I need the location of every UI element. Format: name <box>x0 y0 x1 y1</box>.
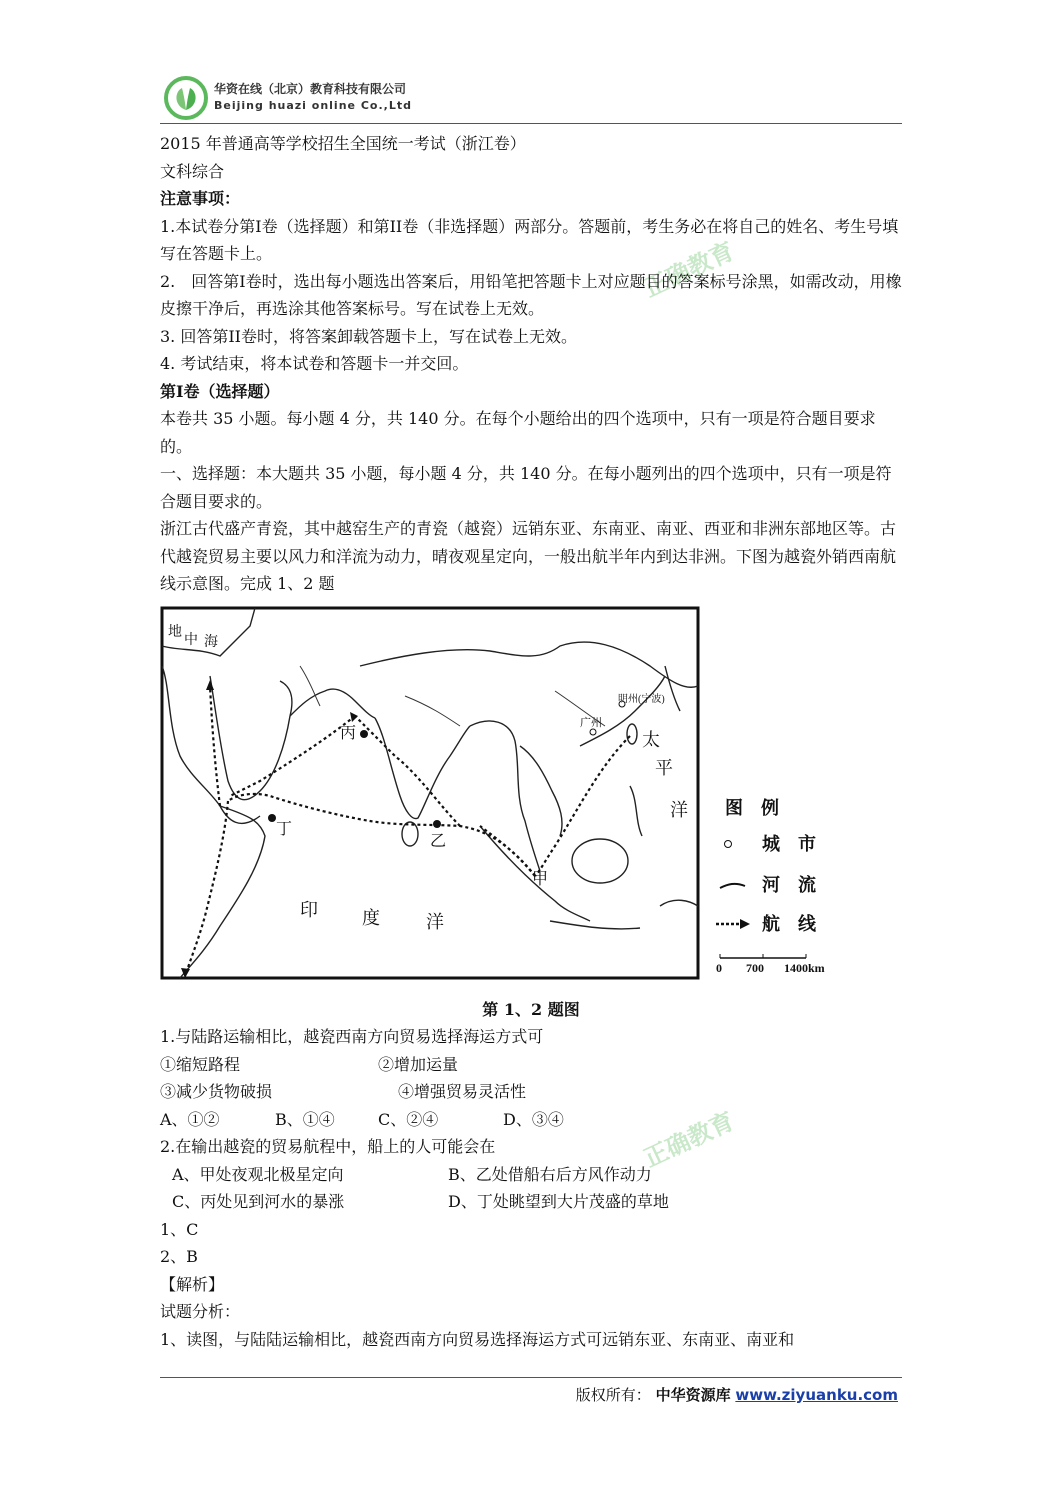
q1-item: ①缩短路程 <box>160 1054 241 1074</box>
analysis-text: 1、读图，与陆陆运输相比，越瓷西南方向贸易选择海运方式可远销东亚、东南亚、南亚和 <box>160 1329 795 1349</box>
scale-1400: 1400km <box>784 960 825 975</box>
map-label-indian-ocean: 洋 <box>426 911 444 932</box>
passage: 浙江古代盛产青瓷，其中越窑生产的青瓷（越瓷）远销东亚、东南亚、南亚、西亚和非洲东部地区等。古代越瓷贸易主要以风力和洋流为动力，晴夜观星定向，一般出航半年内到达非洲。下图为越瓷外销西南航线示意图。完成 1、2 题 <box>160 519 897 593</box>
q2-choice: A、甲处夜观北极星定向 <box>172 1164 344 1184</box>
q1-choice: C、②④ <box>378 1109 439 1129</box>
map-caption: 第 1、2 题图 <box>482 999 580 1019</box>
q1-choice: A、①② <box>160 1109 220 1129</box>
map-label-mediterranean: 中 <box>184 632 198 648</box>
q1-choice: D、③④ <box>503 1109 564 1129</box>
company-logo-icon <box>164 76 208 120</box>
map-label-pacific: 太 <box>642 729 660 750</box>
analysis-label: 试题分析： <box>160 1302 241 1321</box>
q1-stem: 1.与陆路运输相比，越瓷西南方向贸易选择海运方式可 <box>160 1027 544 1046</box>
notice-item: 2. 回答第Ⅰ卷时，选出每小题选出答案后，用铅笔把答题卡上对应题目的答案标号涂黑，如需改动，用橡皮擦干净后，再选涂其他答案标号。写在试卷上无效。 <box>160 271 902 318</box>
page-header <box>160 72 902 122</box>
exam-title: 2015 年普通高等学校招生全国统一考试（浙江卷） <box>160 134 526 153</box>
document-body <box>160 130 902 1353</box>
company-name-cn: 华资在线（北京）教育科技有限公司 <box>214 82 407 96</box>
q1-item: ④增强贸易灵活性 <box>398 1082 527 1101</box>
q2-choice: B、乙处借船右后方风作动力 <box>448 1164 652 1184</box>
map-label-indian-ocean: 度 <box>362 907 380 928</box>
q1-choice: B、①④ <box>275 1109 335 1129</box>
part1-heading: 第Ⅰ卷（选择题） <box>160 381 280 401</box>
part1-intro: 本卷共 35 小题。每小题 4 分，共 140 分。在每个小题给出的四个选项中，只有一项是符合题目要求的。 <box>160 409 876 456</box>
map-label-bing: 丙 <box>340 724 357 742</box>
q1-item: ②增加运量 <box>378 1054 459 1074</box>
legend-route: 航 线 <box>762 913 816 934</box>
map-label-ding: 丁 <box>276 820 293 838</box>
copyright-label: 版权所有： <box>575 1386 651 1404</box>
map-label-mediterranean: 海 <box>204 634 218 650</box>
q1-item: ③减少货物破损 <box>160 1082 273 1101</box>
map-label-mediterranean: 地 <box>168 624 182 640</box>
watermark: 正确教育 <box>639 1106 739 1173</box>
exam-subject: 文科综合 <box>160 161 225 181</box>
scale-700: 700 <box>746 960 764 975</box>
q2-choice: C、丙处见到河水的暴涨 <box>172 1192 345 1211</box>
q1-items-row <box>160 1078 902 1106</box>
map-label-indian-ocean: 印 <box>300 899 318 920</box>
q2-choices-row <box>160 1188 902 1216</box>
q2-choices-row <box>160 1161 902 1189</box>
q1-choices <box>160 1106 902 1134</box>
notice-item: 1.本试卷分第Ⅰ卷（选择题）和第II卷（非选择题）两部分。答题前，考生务必在将自己的姓名、考生号填写在答题卡上。 <box>160 216 899 263</box>
page-footer <box>576 1384 898 1405</box>
notice-item: 4. 考试结束，将本试卷和答题卡一并交回。 <box>160 354 469 373</box>
scale-0: 0 <box>716 960 722 975</box>
map-label-pacific: 洋 <box>670 799 688 820</box>
legend-river: 河 流 <box>762 874 816 895</box>
answer: 1、C <box>160 1219 199 1239</box>
section1-intro: 一、选择题：本大题共 35 小题，每小题 4 分，共 140 分。在每小题列出的四个选项中，只有一项是符合题目要求的。 <box>160 464 892 511</box>
map-label-mingzhou: 明州(宁波) <box>618 693 665 705</box>
map-label-jia: 甲 <box>532 870 549 888</box>
map-legend <box>716 797 825 975</box>
river-icon <box>720 883 745 887</box>
footer-divider <box>160 1377 902 1378</box>
q1-items-row <box>160 1051 902 1079</box>
q2-stem: 2.在输出越瓷的贸易航程中，船上的人可能会在 <box>160 1137 496 1156</box>
header-divider <box>160 123 902 124</box>
legend-city: 城 市 <box>762 833 816 854</box>
legend-title: 图 例 <box>725 797 779 818</box>
footer-link[interactable]: www.ziyuanku.com <box>735 1386 898 1404</box>
map-label-guangzhou: 广州 <box>580 716 602 729</box>
analysis-heading: 【解析】 <box>160 1274 225 1294</box>
q2-choice: D、丁处眺望到大片茂盛的草地 <box>448 1192 669 1211</box>
notice-heading: 注意事项： <box>160 189 241 208</box>
notice-item: 3. 回答第II卷时，将答案卸载答题卡上，写在试卷上无效。 <box>160 326 577 346</box>
route-map-figure <box>160 606 902 996</box>
map-label-yi: 乙 <box>430 832 447 850</box>
watermark: 正确教育 <box>639 236 739 303</box>
route-map <box>160 606 902 996</box>
company-name-en: Beijing huazi online Co.,Ltd <box>214 99 412 112</box>
city-icon <box>725 840 732 847</box>
library-name: 中华资源库 <box>655 1386 731 1404</box>
answer: 2、B <box>160 1247 198 1266</box>
map-label-pacific: 平 <box>655 757 673 778</box>
